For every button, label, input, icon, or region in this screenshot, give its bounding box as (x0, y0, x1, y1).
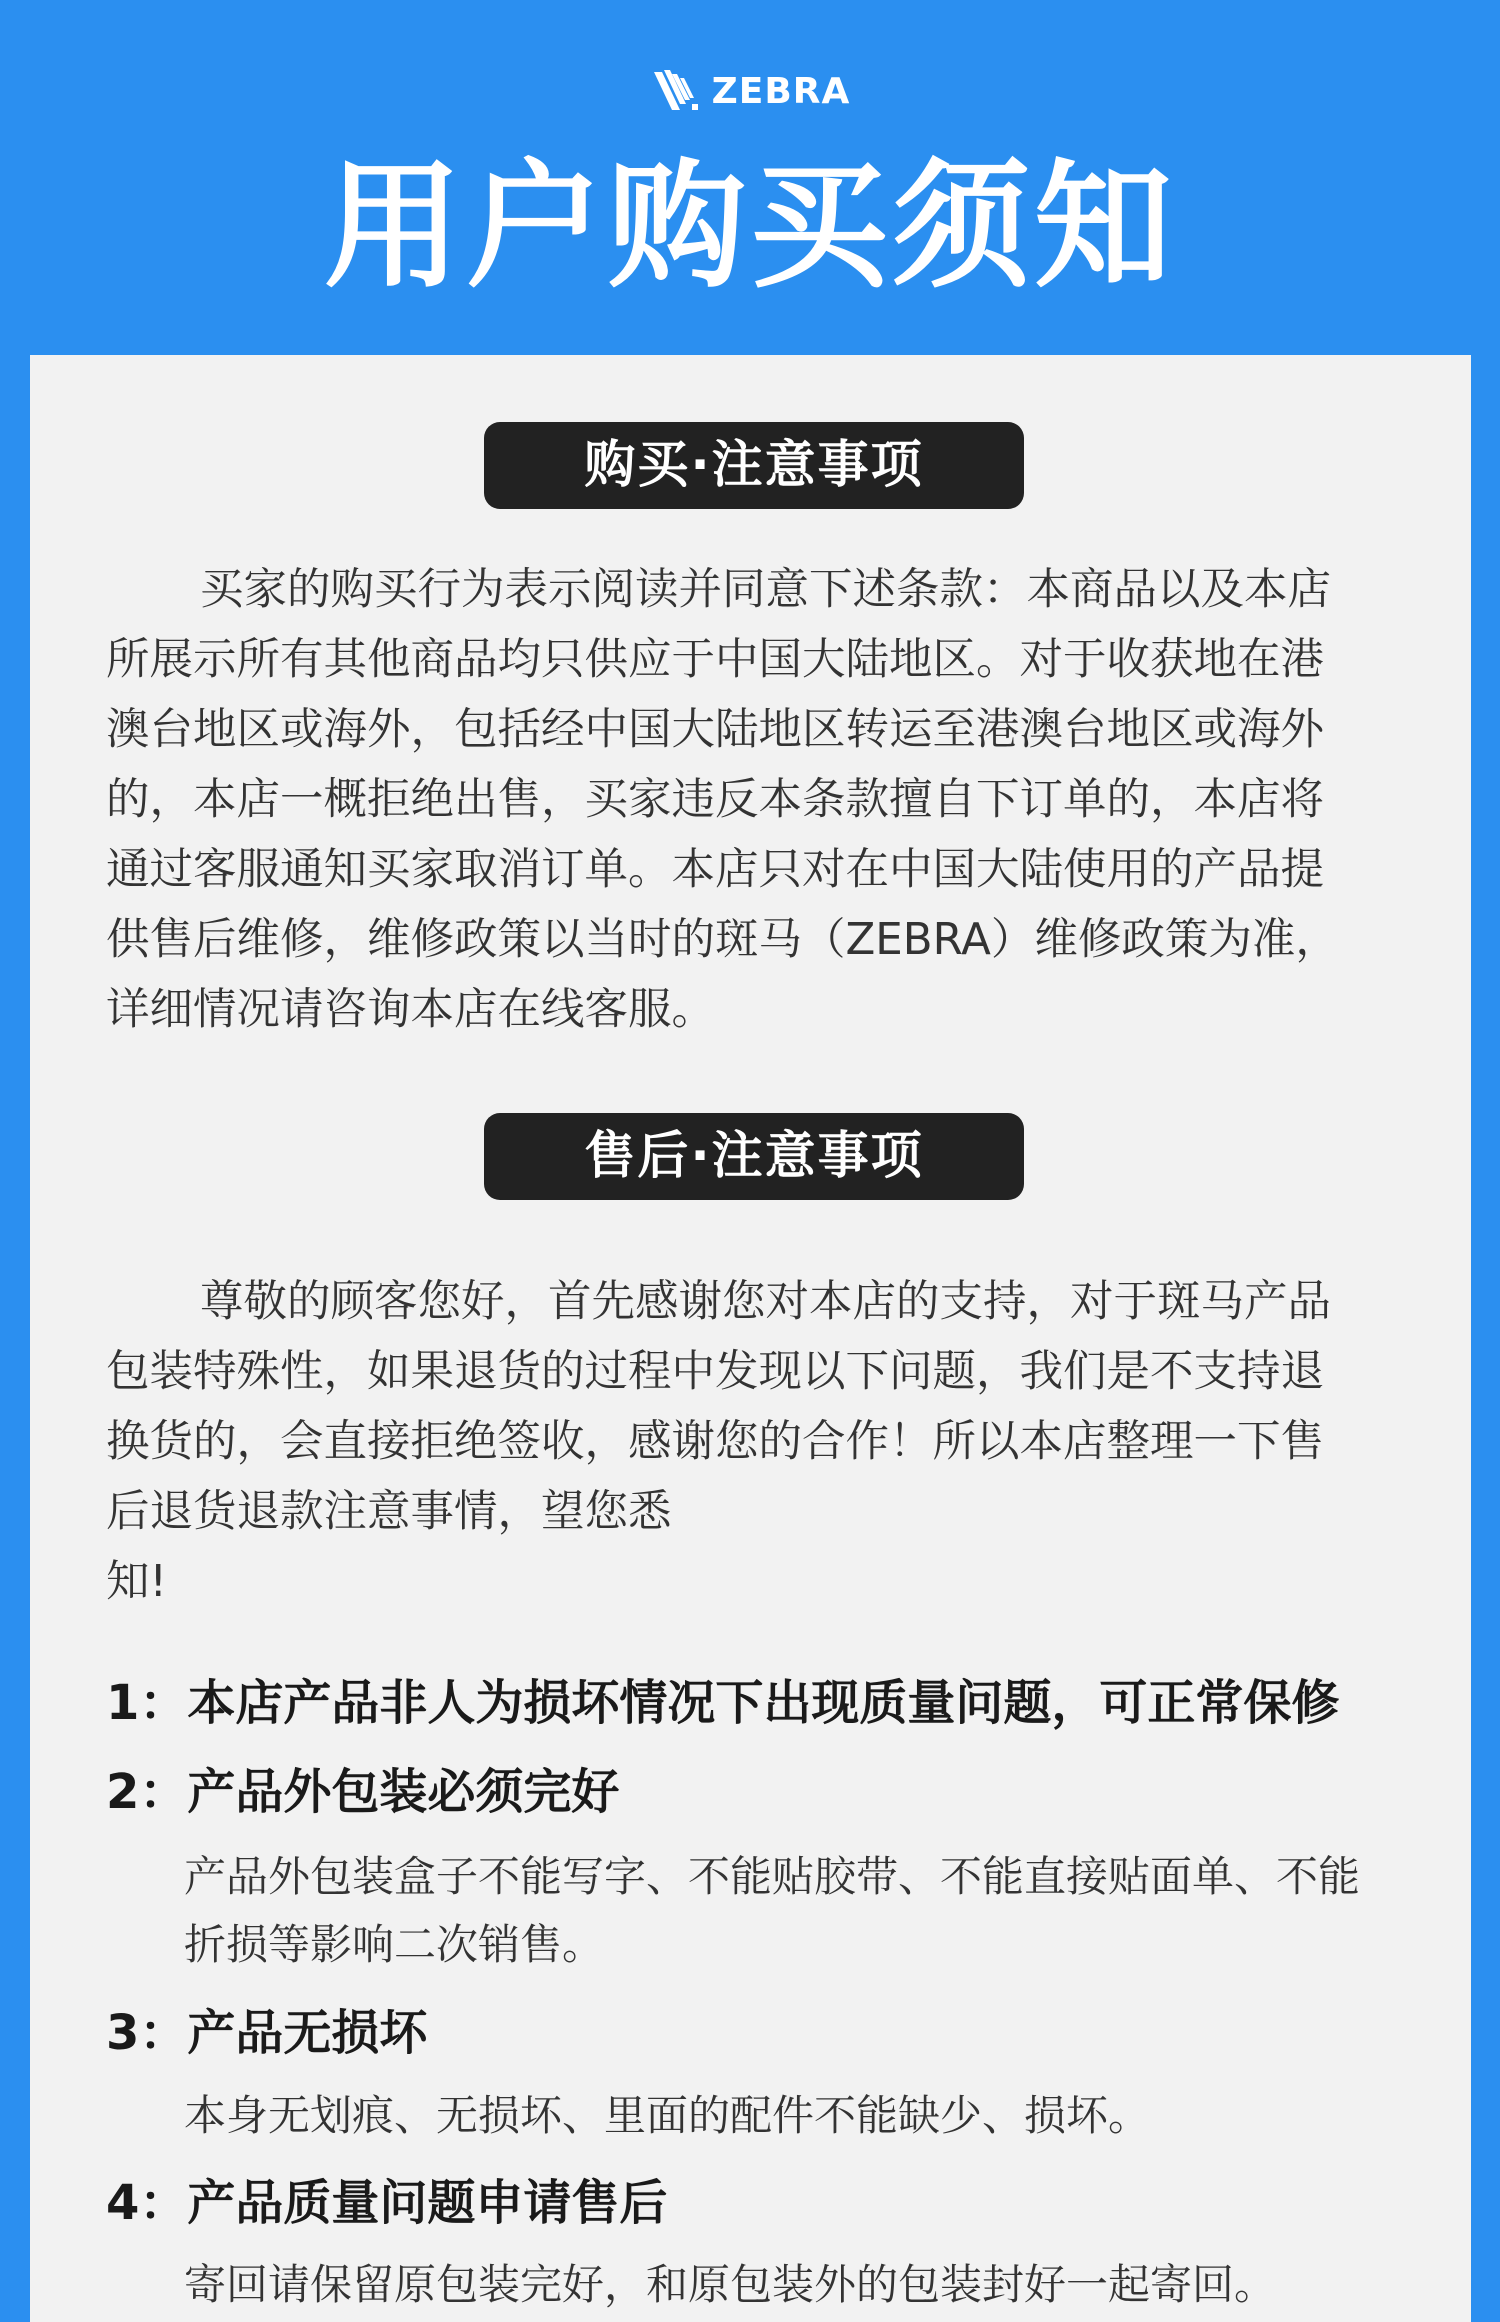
purchase-line: 的，本店一概拒绝出售，买家违反本条款擅自下订单的，本店将 (106, 775, 1324, 825)
aftersale-line: 尊敬的顾客您好，首先感谢您对本店的支持，对于斑马产品 (200, 1277, 1331, 1327)
aftersale-item-2: 2：产品外包装必须完好 (106, 1764, 620, 1820)
aftersale-line: 知! (106, 1557, 167, 1607)
aftersale-item-2-details (184, 1843, 1434, 1979)
zebra-logo-icon (650, 64, 704, 118)
aftersale-paragraph (106, 1267, 1406, 1617)
purchase-line: 买家的购买行为表示阅读并同意下述条款：本商品以及本店 (200, 565, 1331, 615)
notice-panel (30, 355, 1471, 2322)
aftersale-item-4-details (184, 2251, 1434, 2319)
aftersale-item-1: 1：本店产品非人为损坏情况下出现质量问题，可正常保修 (106, 1675, 1340, 1731)
item-detail-line: 寄回请保留原包装完好，和原包装外的包装封好一起寄回。 (184, 2260, 1277, 2309)
item-detail-line: 产品外包装盒子不能写字、不能贴胶带、不能直接贴面单、不能 (184, 1852, 1361, 1901)
aftersale-item-3: 3：产品无损坏 (106, 2005, 428, 2061)
purchase-line: 所展示所有其他商品均只供应于中国大陆地区。对于收获地在港 (106, 635, 1324, 685)
page-title: 用户购买须知 (323, 146, 1176, 307)
purchase-line: 澳台地区或海外，包括经中国大陆地区转运至港澳台地区或海外 (106, 705, 1324, 755)
aftersale-line: 包装特殊性，如果退货的过程中发现以下问题，我们是不支持退 (106, 1347, 1324, 1397)
aftersale-line: 后退货退款注意事情，望您悉 (106, 1487, 672, 1537)
logo-text: ZEBRA (711, 70, 851, 112)
purchase-heading: 购买·注意事项 (484, 422, 1024, 509)
aftersale-heading: 售后·注意事项 (484, 1113, 1024, 1200)
item-detail-line: 本身无划痕、无损坏、里面的配件不能缺少、损坏。 (184, 2091, 1151, 2140)
item-detail-line: 折损等影响二次销售。 (184, 1920, 605, 1969)
aftersale-item-3-details (184, 2082, 1434, 2150)
aftersale-line: 换货的，会直接拒绝签收，感谢您的合作！所以本店整理一下售 (106, 1417, 1324, 1467)
purchase-line: 通过客服通知买家取消订单。本店只对在中国大陆使用的产品提 (106, 845, 1324, 895)
purchase-paragraph (106, 555, 1406, 1045)
brand-logo (0, 64, 1500, 118)
purchase-line: 详细情况请咨询本店在线客服。 (106, 985, 715, 1035)
aftersale-item-4: 4：产品质量问题申请售后 (106, 2175, 668, 2231)
purchase-line: 供售后维修，维修政策以当时的斑马（ZEBRA）维修政策为准， (106, 915, 1339, 965)
